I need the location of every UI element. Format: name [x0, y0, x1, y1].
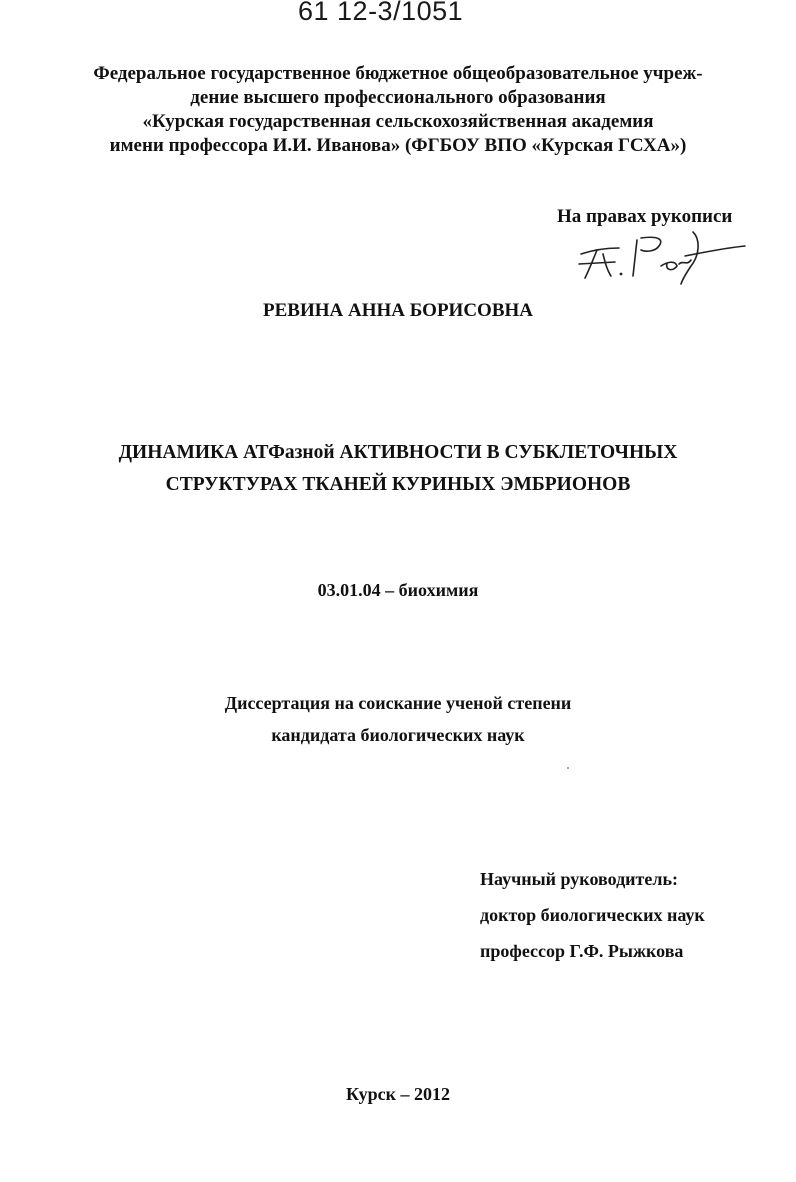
supervisor-degree: доктор биологических наук: [480, 905, 705, 925]
institution-line: «Курская государственная сельскохозяйственная академия: [142, 111, 654, 132]
degree-line: Диссертация на соискание ученой степени: [224, 693, 572, 713]
manuscript-rights: На правах рукописи: [557, 206, 733, 227]
degree-line: кандидата биологических наук: [271, 725, 525, 745]
supervisor-block: [480, 861, 705, 969]
supervisor-label: Научный руководитель:: [480, 869, 678, 889]
supervisor-name: профессор Г.Ф. Рыжкова: [480, 941, 684, 961]
scan-speck: [567, 767, 569, 769]
degree-statement: [0, 687, 796, 751]
title-line: ДИНАМИКА АТФазной АКТИВНОСТИ В СУБКЛЕТОЧНЫХ: [118, 442, 678, 463]
dissertation-title: [0, 437, 796, 501]
institution-header: [0, 62, 796, 158]
archive-number: 61 12-3/1051: [298, 0, 464, 26]
author-name: РЕВИНА АННА БОРИСОВНА: [263, 300, 533, 321]
institution-line: Федеральное государственное бюджетное общеобразовательное учреж-: [93, 63, 703, 84]
place-year: Курск – 2012: [346, 1084, 450, 1104]
specialty-code: 03.01.04 – биохимия: [317, 580, 479, 600]
signature-image: [575, 226, 755, 288]
institution-line: имени профессора И.И. Иванова» (ФГБОУ ВПО «Курская ГСХА»): [109, 135, 687, 156]
title-line: СТРУКТУРАХ ТКАНЕЙ КУРИНЫХ ЭМБРИОНОВ: [165, 474, 631, 495]
institution-line: дение высшего профессионального образования: [190, 87, 606, 108]
